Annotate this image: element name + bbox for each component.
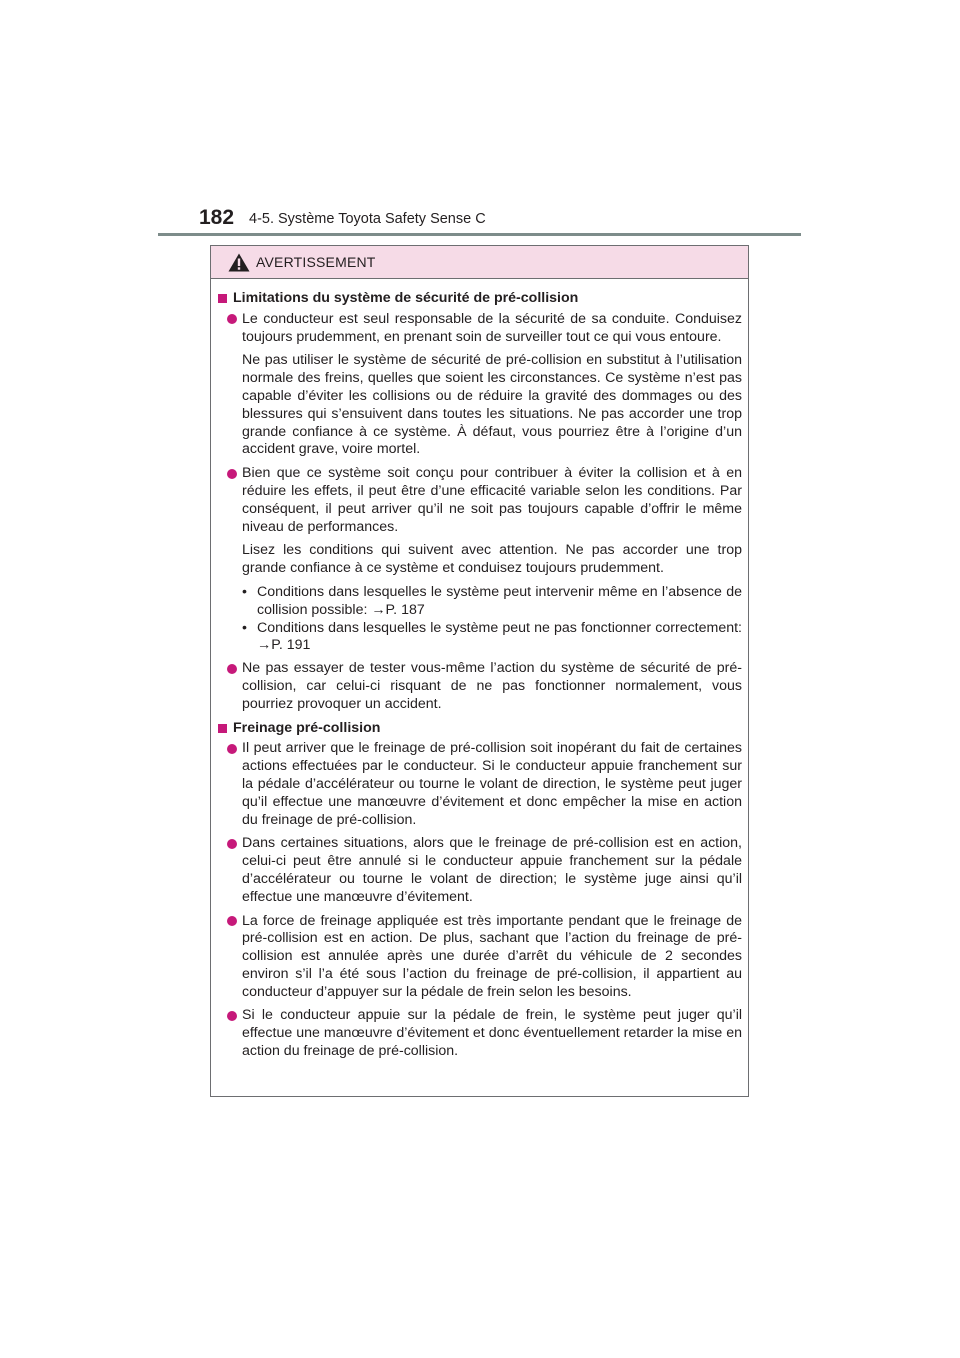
bullet-item	[215, 311, 742, 347]
warning-content	[211, 279, 748, 1061]
bullet-item	[215, 1007, 742, 1060]
sub-list-item	[242, 584, 742, 620]
sub-list-item	[242, 620, 742, 656]
section-heading-freinage	[215, 720, 742, 738]
circle-bullet-icon	[227, 469, 237, 479]
page-reference-link[interactable]: →P. 191	[257, 637, 311, 654]
bullet-item	[215, 465, 742, 536]
bullet-text: Le conducteur est seul responsable de la sécurité de sa conduite. Conduisez toujours prudemment, en prenant soin de surveiller tout ce qui vous entoure.	[242, 310, 742, 345]
section-heading-text: Limitations du système de sécurité de pré-collision	[233, 290, 579, 306]
warning-box	[210, 245, 749, 1097]
bullet-text: Ne pas essayer de tester vous-même l’action du système de sécurité de pré-collision, car celui-ci risquant de ne pas fonctionner normalement, vous pourriez provoquer un accident.	[242, 660, 742, 712]
circle-bullet-icon	[227, 664, 237, 674]
sub-item-text: Conditions dans lesquelles le système peut intervenir même en l’absence de collision possible:	[257, 583, 742, 618]
header-rule	[158, 233, 801, 236]
section-heading-limitations	[215, 290, 742, 308]
bullet-item	[215, 913, 742, 1002]
warning-triangle-icon	[228, 253, 250, 272]
circle-bullet-icon	[227, 314, 237, 324]
bullet-item	[215, 835, 742, 906]
bullet-item	[215, 660, 742, 713]
sub-list	[215, 584, 742, 655]
circle-bullet-icon	[227, 1011, 237, 1021]
section-heading-text: Freinage pré-collision	[233, 719, 381, 736]
paragraph: Lisez les conditions qui suivent avec attention. Ne pas accorder une trop grande confiance à ce système et conduisez toujours prudemment.	[242, 542, 742, 577]
page-reference-link[interactable]: →P. 187	[371, 601, 425, 618]
page-number: 182	[199, 206, 235, 229]
circle-bullet-icon	[227, 744, 237, 754]
warning-title: AVERTISSEMENT	[256, 254, 376, 270]
square-bullet-icon	[218, 724, 227, 733]
bullet-text: Dans certaines situations, alors que le freinage de pré-collision est en action, celui-ci peut être annulé si le conducteur appuie franchement sur la pédale d’accélérateur ou tourne le volant de direction; le système juge ainsi qu’il effectue une manœuvre d’évitement.	[242, 835, 742, 905]
bullet-text: Il peut arriver que le freinage de pré-collision soit inopérant du fait de certaines actions effectuées par le conducteur. Si le conducteur appuie franchement sur la pédale d’accélérateur ou tourne le volant de direction, le système peut juger qu’il effectue une manœuvre d’évitement et donc empêcher la mise en action du freinage de pré-collision.	[242, 740, 742, 828]
square-bullet-icon	[218, 294, 227, 303]
sub-bullet-marker: •	[242, 619, 247, 636]
bullet-text: Si le conducteur appuie sur la pédale de frein, le système peut juger qu’il effectue une manœuvre d’évitement et donc éventuellement retarder la mise en action du freinage de pré-collision.	[242, 1007, 742, 1060]
bullet-item	[215, 740, 742, 829]
bullet-text: Bien que ce système soit conçu pour contribuer à éviter la collision et à en réduire les effets, il peut être d’une efficacité variable selon les conditions. Par conséquent, il peut arriver qu’il ne soit pas toujours capable d’offrir le même niveau de performances.	[242, 465, 742, 535]
bullet-text: La force de freinage appliquée est très importante pendant que le freinage de pré-collision est en action. De plus, sachant que l’action du freinage de pré-collision est annulée après une durée d’arrêt du véhicule de 2 secondes environ s’il l’a été sous l’action du freinage de pré-collision, il appartient au conducteur d’appuyer sur la pédale de frein selon les besoins.	[242, 912, 742, 1000]
circle-bullet-icon	[227, 839, 237, 849]
paragraph: Ne pas utiliser le système de sécurité de pré-collision en substitut à l’utilisation normale des freins, quelles que soient les circonstances. Ce système n’est pas capable d’éviter les collisions ou de réduire la gravité des dommages ou des blessures qui s’ensuivent dans toutes les situations. Ne pas accorder une trop grande confiance à ce système. À défaut, vous pourriez être à l’origine d’un accident grave, voire mortel.	[242, 352, 742, 458]
section-title: 4-5. Système Toyota Safety Sense C	[249, 211, 486, 227]
sub-bullet-marker: •	[242, 583, 247, 600]
circle-bullet-icon	[227, 916, 237, 926]
warning-header	[211, 246, 748, 279]
sub-item-text: Conditions dans lesquelles le système peut ne pas fonctionner correctement:	[257, 619, 742, 636]
